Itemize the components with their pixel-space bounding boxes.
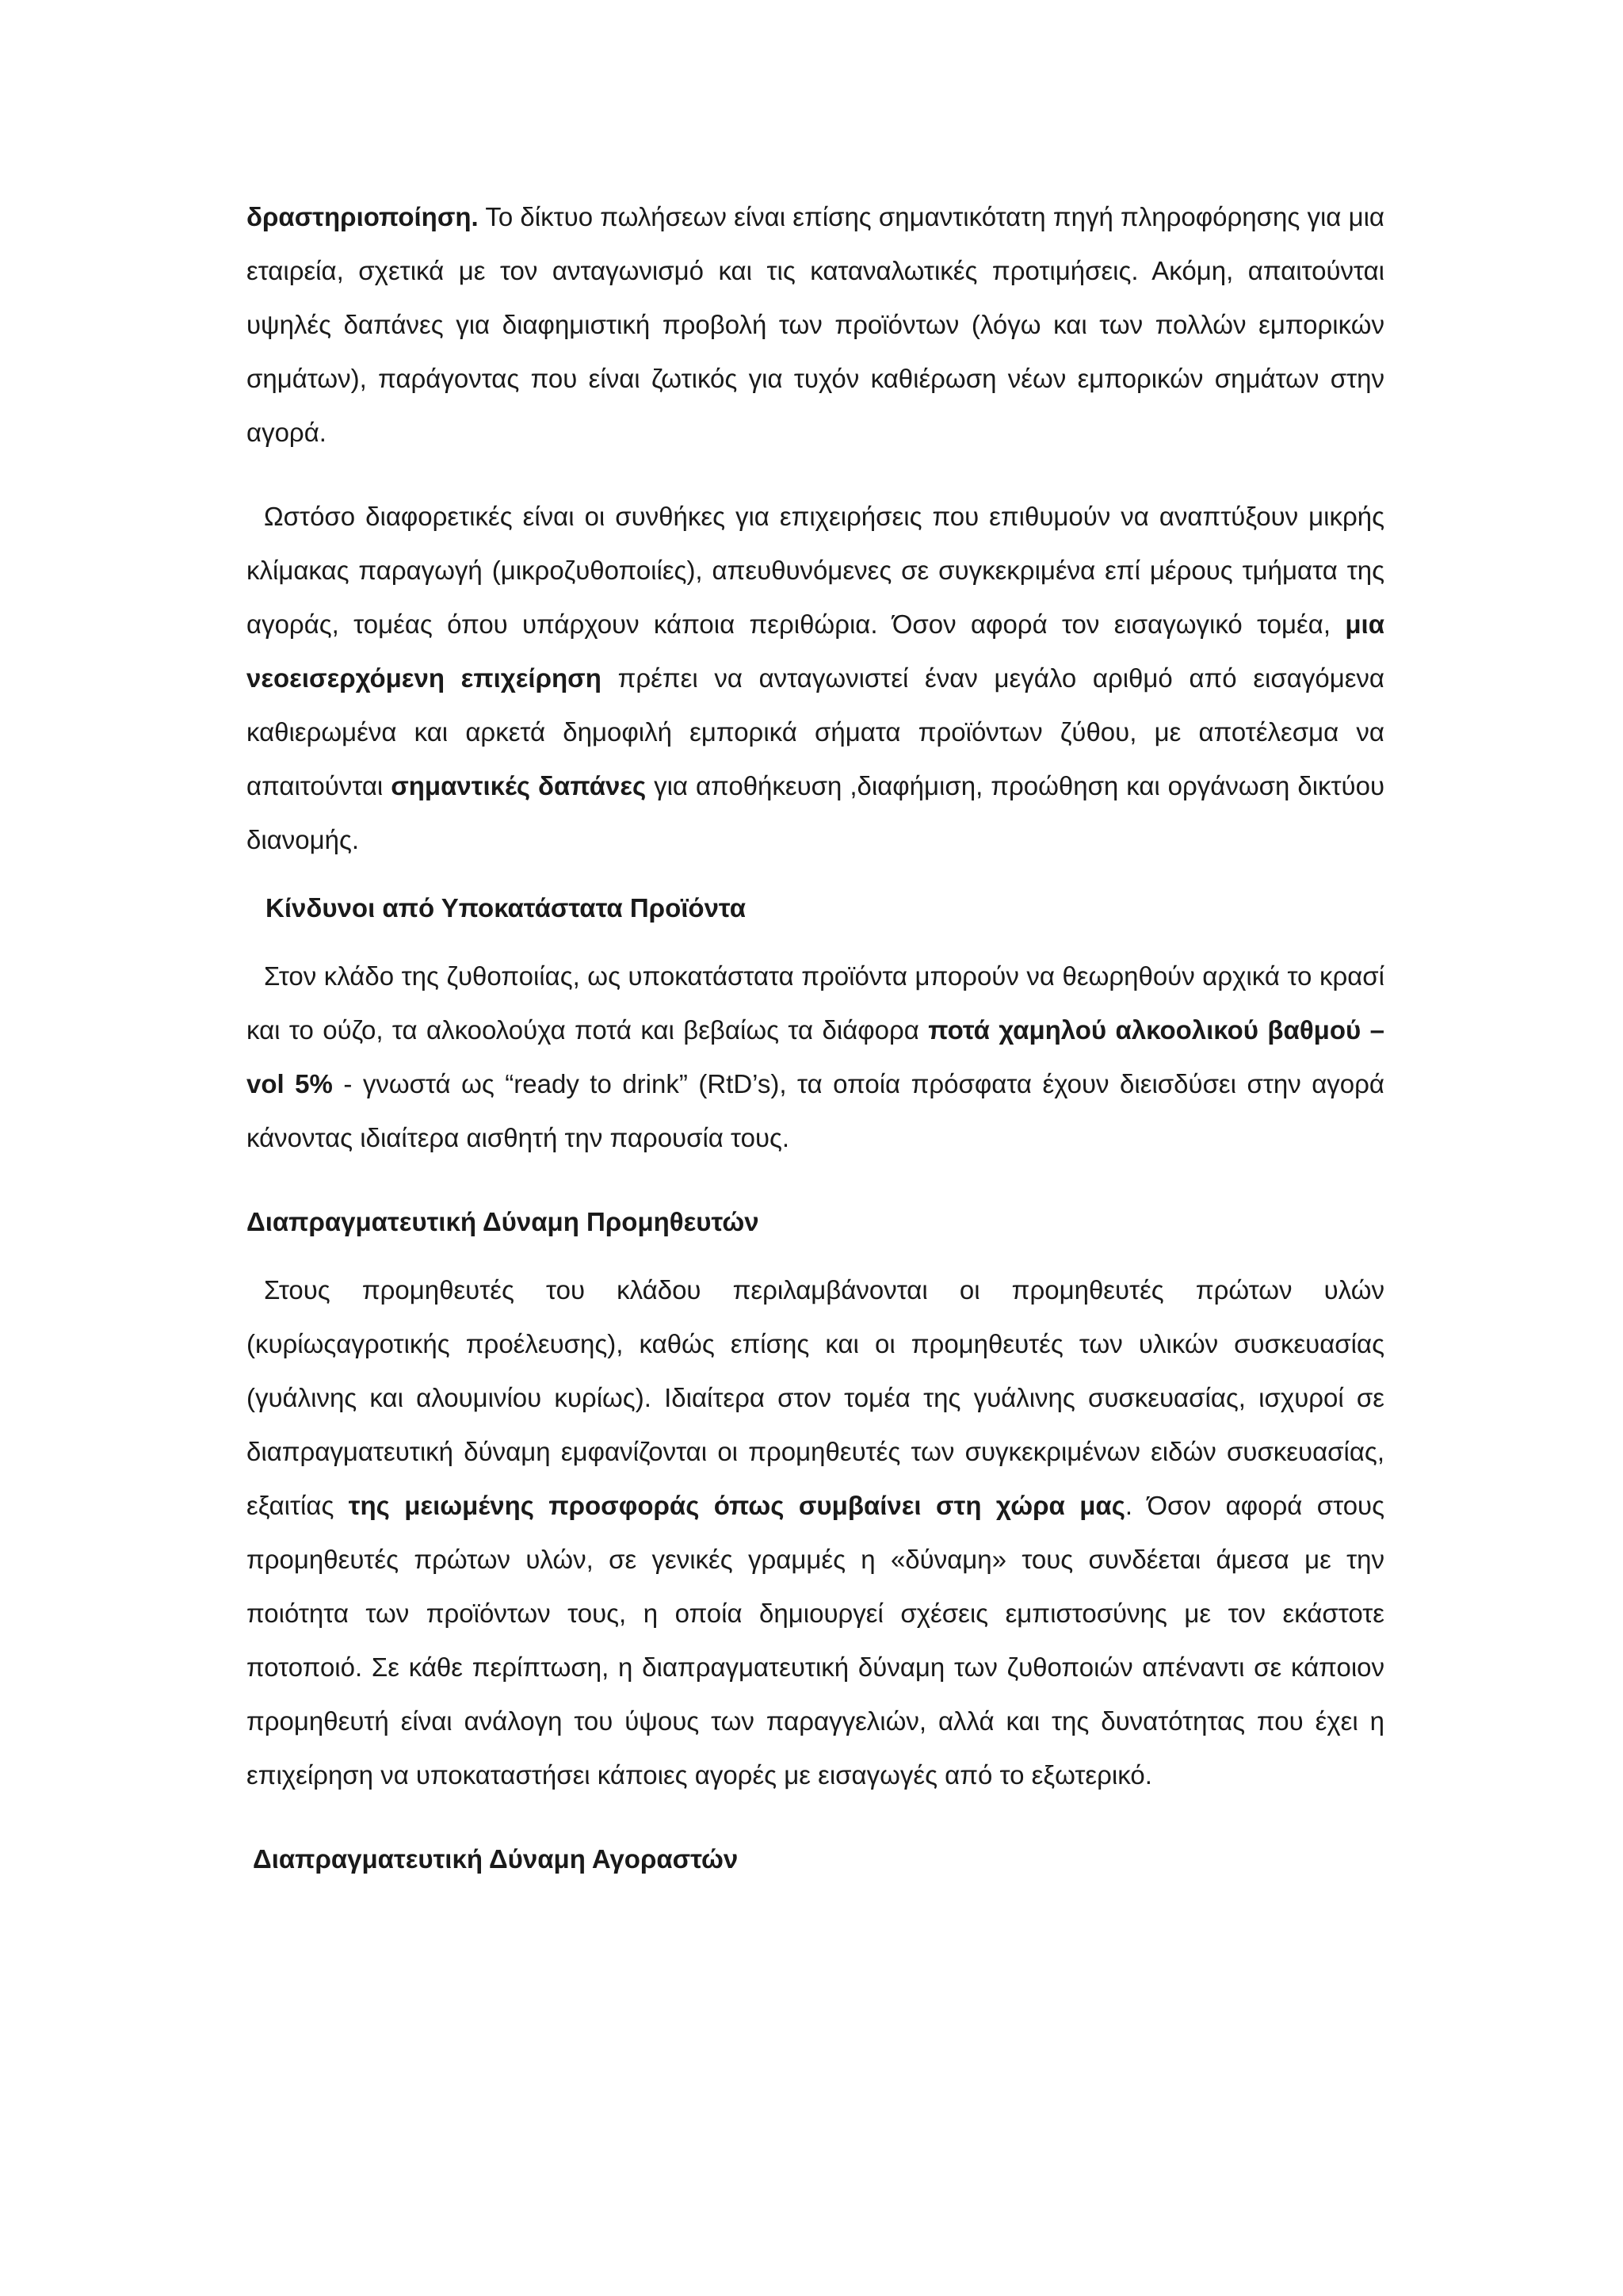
paragraph-text: - γνωστά ως “ready to drink” (RtD’s), τα οποία πρόσφατα έχουν διεισδύσει στην αγορά κάνοντας ιδιαίτερα αισθητή την παρουσία τους. (246, 1069, 1384, 1152)
paragraph-microbreweries (246, 490, 1384, 867)
bold-phrase: δραστηριοποίηση. (246, 202, 479, 231)
bold-phrase: μια νεοεισερχόμενη επιχείρηση (246, 609, 1384, 693)
bold-phrase: ποτά χαμηλού αλκοολικού βαθμού – vol 5% (246, 1015, 1384, 1098)
paragraph-text: Το δίκτυο πωλήσεων είναι επίσης σημαντικότατη πηγή πληροφόρησης για μια εταιρεία, σχετικά με τον ανταγωνισμό και τις καταναλωτικές προτιμήσεις. Ακόμη, απαιτούνται υψηλές δαπάνες για διαφημιστική προβολή των προϊόντων (λόγω και των πολλών εμπορικών σημάτων), παράγοντας που είναι ζωτικός για τυχόν καθιέρωση νέων εμπορικών σημάτων στην αγορά. (246, 202, 1384, 447)
paragraph-text: Στους προμηθευτές του κλάδου περιλαμβάνονται οι προμηθευτές πρώτων υλών (κυρίωςαγροτικής προέλευσης), καθώς επίσης και οι προμηθευτές των υλικών συσκευασίας (γυάλινης και αλουμινίου κυρίως). Ιδιαίτερα στον τομέα της γυάλινης συσκευασίας, ισχυροί σε διαπραγματευτική δύναμη εμφανίζονται οι προμηθευτές των συγκεκριμένων ειδών συσκευασίας, εξαιτίας (246, 1275, 1384, 1520)
paragraph-text: . Όσον αφορά στους προμηθευτές πρώτων υλών, σε γενικές γραμμές η «δύναμη» τους συνδέεται άμεσα με την ποιότητα των προϊόντων τους, η οποία δημιουργεί σχέσεις εμπιστοσύνης με τον εκάστοτε ποτοποιό. Σε κάθε περίπτωση, η διαπραγματευτική δύναμη των ζυθοποιών απέναντι σε κάποιον προμηθευτή είναι ανάλογη του ύψους των παραγγελιών, αλλά και της δυνατότητας που έχει η επιχείρηση να υποκαταστήσει κάποιες αγορές με εισαγωγές από το εξωτερικό. (246, 1491, 1384, 1790)
paragraph-text: Ωστόσο διαφορετικές είναι οι συνθήκες για επιχειρήσεις που επιθυμούν να αναπτύξουν μικρής κλίμακας παραγωγή (μικροζυθοποιίες), απευθυνόμενες σε συγκεκριμένα επί μέρους τμήματα της αγοράς, τομέας όπου υπάρχουν κάποια περιθώρια. Όσον αφορά τον εισαγωγικό τομέα, (246, 502, 1384, 639)
paragraph-sales-network (246, 190, 1384, 460)
heading-supplier-power: Διαπραγματευτική Δύναμη Προμηθευτών (246, 1207, 759, 1236)
heading-buyer-power: Διαπραγματευτική Δύναμη Αγοραστών (253, 1844, 739, 1874)
paragraph-text: για αποθήκευση ,διαφήμιση, προώθηση και οργάνωση δικτύου διανομής. (246, 771, 1385, 854)
bold-phrase: σημαντικές δαπάνες (391, 771, 647, 800)
document-body (246, 190, 1384, 1886)
paragraph-suppliers (246, 1263, 1384, 1802)
paragraph-text: πρέπει να ανταγωνιστεί έναν μεγάλο αριθμό από εισαγόμενα καθιερωμένα και αρκετά δημοφιλή εμπορικά σήματα προϊόντων ζύθου, με αποτέλεσμα να απαιτούνται (246, 663, 1384, 800)
bold-phrase: της μειωμένης προσφοράς όπως συμβαίνει στη χώρα μας (348, 1491, 1125, 1520)
heading-substitutes: Κίνδυνοι από Υποκατάστατα Προϊόντα (265, 893, 747, 923)
paragraph-text: Στον κλάδο της ζυθοποιίας, ως υποκατάστατα προϊόντα μπορούν να θεωρηθούν αρχικά το κρασί και το ούζο, τα αλκοολούχα ποτά και βεβαίως τα διάφορα (246, 961, 1384, 1045)
paragraph-substitute-products (246, 949, 1384, 1165)
